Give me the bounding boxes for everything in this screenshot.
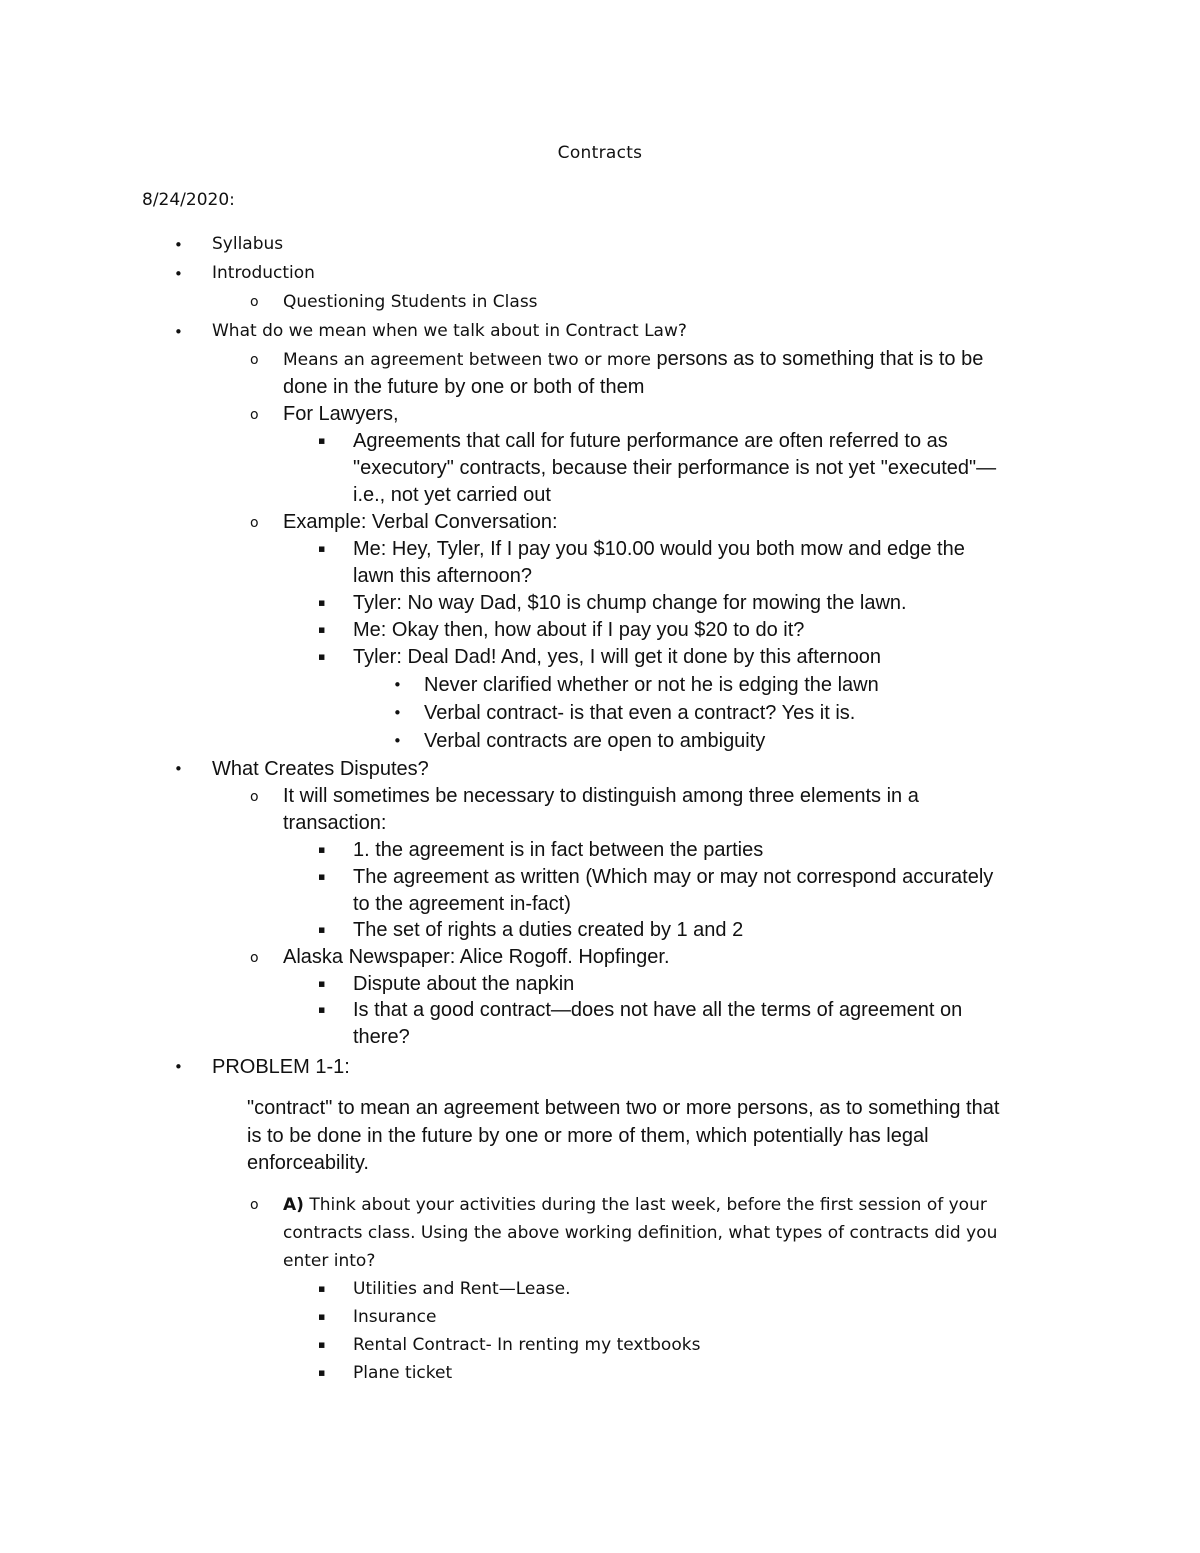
list-item-question-a — [283, 1195, 987, 1215]
bullet-square: ▪ — [318, 623, 326, 636]
list-item-element-2-cont: to the agreement in-fact) — [353, 893, 571, 915]
list-item-means — [283, 348, 983, 371]
bullet-circle: o — [250, 789, 259, 805]
bullet-dot: • — [393, 732, 402, 750]
bullet-circle: o — [250, 1197, 259, 1213]
list-item-element-3: The set of rights a duties created by 1 and 2 — [353, 919, 744, 941]
bullet-dot: • — [174, 265, 183, 283]
bullet-square: ▪ — [318, 1338, 326, 1351]
list-item-example: Example: Verbal Conversation: — [283, 511, 558, 533]
list-item-alaska: Alaska Newspaper: Alice Rogoff. Hopfinger. — [283, 946, 670, 968]
list-item-plane: Plane ticket — [353, 1363, 453, 1383]
list-item-sometimes: It will sometimes be necessary to distinguish among three elements in a — [283, 785, 919, 807]
list-item-questioning: Questioning Students in Class — [283, 292, 538, 312]
list-item-good-contract-cont: there? — [353, 1026, 410, 1048]
bullet-dot: • — [174, 236, 183, 254]
bullet-square: ▪ — [318, 923, 326, 936]
bullet-square: ▪ — [318, 596, 326, 609]
list-item-tyler-2: Tyler: Deal Dad! And, yes, I will get it done by this afternoon — [353, 646, 882, 668]
list-item-utilities: Utilities and Rent—Lease. — [353, 1279, 571, 1299]
list-item-insurance: Insurance — [353, 1307, 437, 1327]
bullet-square: ▪ — [318, 1003, 326, 1016]
bullet-square: ▪ — [318, 542, 326, 555]
list-item-me-1-cont: lawn this afternoon? — [353, 565, 533, 587]
list-item-problem: PROBLEM 1-1: — [212, 1056, 350, 1078]
bullet-circle: o — [250, 352, 259, 368]
list-item-agreements-cont: "executory" contracts, because their performance is not yet "executed"— — [353, 457, 997, 479]
bullet-square: ▪ — [318, 1366, 326, 1379]
list-item-element-1: 1. the agreement is in fact between the parties — [353, 839, 764, 861]
bullet-circle: o — [250, 294, 259, 310]
bullet-dot: • — [174, 760, 183, 778]
date-heading: 8/24/2020: — [142, 190, 235, 210]
list-item-what-mean: What do we mean when we talk about in Contract Law? — [212, 321, 687, 341]
list-item-napkin: Dispute about the napkin — [353, 973, 575, 995]
means-text-part-a: Means an agreement between two or more — [283, 350, 651, 370]
bullet-circle: o — [250, 950, 259, 966]
list-item-never: Never clarified whether or not he is edging the lawn — [424, 674, 879, 696]
list-item-agreements: Agreements that call for future performance are often referred to as — [353, 430, 948, 452]
list-item-sometimes-cont: transaction: — [283, 812, 387, 834]
bullet-square: ▪ — [318, 650, 326, 663]
list-item-rental: Rental Contract- In renting my textbooks — [353, 1335, 701, 1355]
list-item-me-1: Me: Hey, Tyler, If I pay you $10.00 would you both mow and edge the — [353, 538, 965, 560]
list-item-element-2: The agreement as written (Which may or may not correspond accurately — [353, 866, 994, 888]
list-item-verbal: Verbal contract- is that even a contract? Yes it is. — [424, 702, 856, 724]
means-text-part-b: persons as to something that is to be — [650, 348, 984, 370]
bullet-dot: • — [174, 1058, 183, 1076]
definition-paragraph-line-3: enforceability. — [247, 1152, 369, 1174]
list-item-tyler-1: Tyler: No way Dad, $10 is chump change for mowing the lawn. — [353, 592, 907, 614]
list-item-lawyers: For Lawyers, — [283, 403, 399, 425]
bullet-square: ▪ — [318, 977, 326, 990]
list-item-ambiguity: Verbal contracts are open to ambiguity — [424, 730, 766, 752]
list-item-agreements-cont2: i.e., not yet carried out — [353, 484, 551, 506]
list-item-means-cont: done in the future by one or both of them — [283, 376, 645, 398]
bullet-dot: • — [393, 676, 402, 694]
bullet-square: ▪ — [318, 1310, 326, 1323]
bullet-circle: o — [250, 407, 259, 423]
bullet-square: ▪ — [318, 434, 326, 447]
bullet-dot: • — [174, 323, 183, 341]
list-item-syllabus: Syllabus — [212, 234, 284, 254]
list-item-good-contract: Is that a good contract—does not have all the terms of agreement on — [353, 999, 963, 1021]
bullet-square: ▪ — [318, 1282, 326, 1295]
list-item-introduction: Introduction — [212, 263, 315, 283]
bullet-circle: o — [250, 515, 259, 531]
list-item-question-a-cont: contracts class. Using the above working definition, what types of contracts did you — [283, 1223, 998, 1243]
bullet-dot: • — [393, 704, 402, 722]
question-label: A) — [283, 1195, 304, 1215]
list-item-question-a-cont2: enter into? — [283, 1251, 376, 1271]
question-text: Think about your activities during the last week, before the first session of your — [303, 1195, 987, 1215]
definition-paragraph-line-1: "contract" to mean an agreement between two or more persons, as to something that — [247, 1097, 1000, 1119]
bullet-square: ▪ — [318, 870, 326, 883]
list-item-disputes: What Creates Disputes? — [212, 758, 429, 780]
document-title: Contracts — [557, 143, 643, 163]
list-item-me-2: Me: Okay then, how about if I pay you $20 to do it? — [353, 619, 805, 641]
bullet-square: ▪ — [318, 843, 326, 856]
definition-paragraph-line-2: is to be done in the future by one or more of them, which potentially has legal — [247, 1125, 929, 1147]
